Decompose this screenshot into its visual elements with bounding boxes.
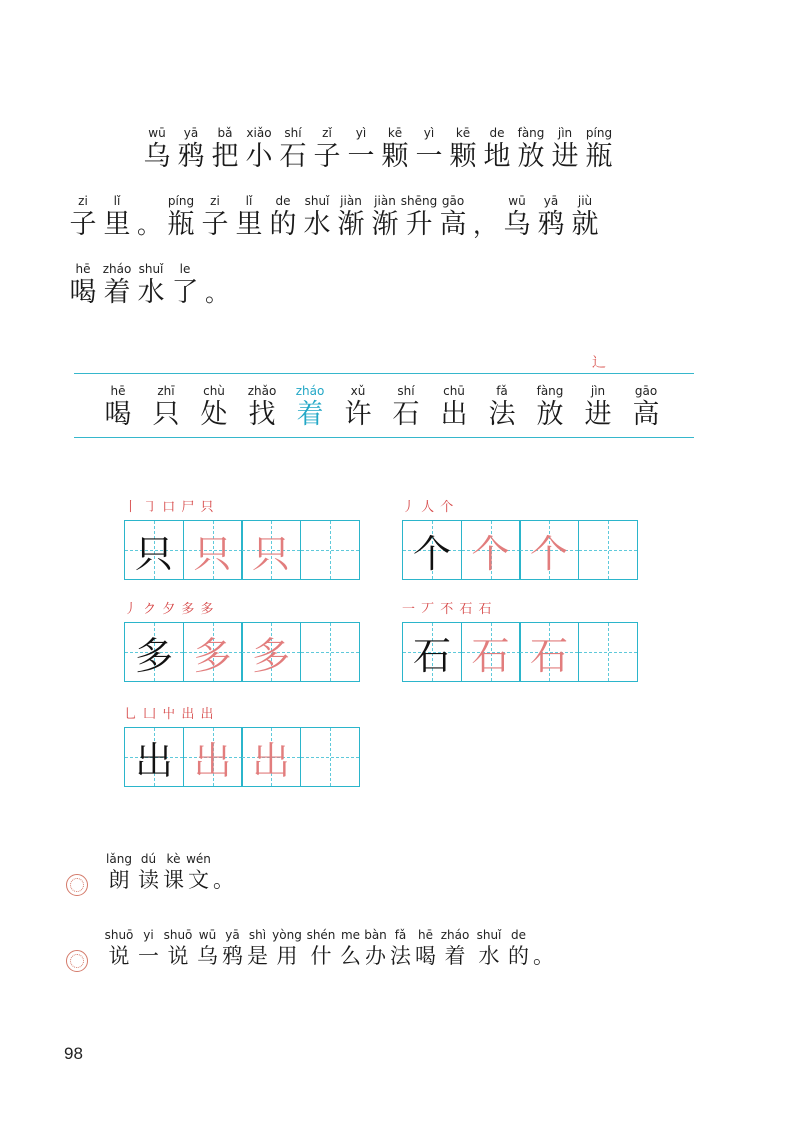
pinyin: yi (143, 928, 154, 942)
writing-grid (124, 727, 358, 787)
ruby-char (310, 126, 344, 174)
pinyin: jìn (590, 384, 606, 398)
stroke-order: 丿 人 个 (402, 500, 455, 515)
ruby-char (286, 384, 334, 432)
ruby-char (66, 262, 100, 310)
punctuation (134, 194, 164, 242)
pinyin: zǐ (322, 126, 332, 140)
story-line-1 (140, 126, 616, 174)
ruby-char (238, 384, 286, 432)
ruby-char (161, 852, 186, 894)
pinyin: kē (387, 126, 403, 140)
vocab-top-rule (74, 373, 694, 374)
hanzi: 子 (201, 209, 229, 240)
ruby-char (622, 384, 670, 432)
ruby-char (164, 194, 198, 242)
ruby-char (568, 194, 602, 242)
pinyin: kè (166, 852, 181, 866)
pinyin: shí (284, 126, 302, 140)
pinyin: hē (418, 928, 433, 942)
hanzi: 乌 (143, 141, 171, 172)
hanzi: 只 (152, 399, 180, 430)
pinyin: wū (508, 194, 526, 208)
ruby-char (211, 852, 236, 894)
pinyin: gāo (441, 194, 465, 208)
hanzi: 颗 (449, 141, 477, 172)
ruby-char (300, 194, 334, 242)
hanzi: 鸦 (177, 141, 205, 172)
hanzi: 是 (247, 944, 268, 968)
practice-char: 石 (412, 633, 451, 678)
hanzi: 找 (248, 399, 276, 430)
hanzi: 高 (632, 399, 660, 430)
ruby-char (168, 262, 202, 310)
hanzi: 着 (444, 944, 466, 968)
story-line-3 (66, 262, 232, 310)
ruby-char (378, 126, 412, 174)
pinyin: dú (140, 852, 157, 866)
hanzi: 把 (211, 141, 239, 172)
pinyin: yā (543, 194, 559, 208)
practice-char: 只 (193, 531, 232, 576)
ruby-char (388, 928, 413, 970)
ruby-char (534, 194, 568, 242)
ruby-char (480, 126, 514, 174)
hanzi: 就 (571, 209, 599, 240)
pinyin: xǔ (350, 384, 366, 398)
pinyin: fàng (517, 126, 545, 140)
pinyin: jiù (577, 194, 593, 208)
pinyin: wū (198, 928, 217, 942)
practice-char: 出 (193, 738, 232, 783)
hanzi: 朗 (108, 868, 130, 892)
trace-char-box (241, 622, 301, 682)
hanzi: 一 (347, 141, 375, 172)
pinyin: shén (306, 928, 336, 942)
pinyin: lǐ (245, 194, 253, 208)
hanzi: 。 (137, 211, 161, 239)
writing-grid (402, 520, 636, 580)
practice-char: 出 (134, 738, 173, 783)
hanzi: 水 (137, 277, 165, 308)
hanzi: 子 (69, 209, 97, 240)
hanzi: 的 (269, 209, 297, 240)
hanzi: 。 (213, 868, 234, 892)
hanzi: 喝 (415, 944, 436, 968)
practice-char: 个 (529, 531, 568, 576)
pinyin: zi (78, 194, 88, 208)
pinyin: yòng (272, 928, 302, 942)
ruby-char (136, 928, 161, 970)
model-char-box (124, 727, 184, 787)
vocab-strip (94, 384, 670, 432)
pinyin: zhǎo (247, 384, 277, 398)
hanzi: 鸦 (537, 209, 565, 240)
ruby-char (526, 384, 574, 432)
page-number: 98 (64, 1044, 83, 1063)
model-char-box (124, 520, 184, 580)
pinyin: fǎ (496, 384, 508, 398)
hanzi: 说 (167, 944, 189, 968)
ruby-char (140, 126, 174, 174)
pinyin: zi (210, 194, 220, 208)
writing-grid (124, 622, 358, 682)
pinyin: wén (186, 852, 211, 866)
empty-practice-box[interactable] (578, 520, 638, 580)
ruby-char (582, 126, 616, 174)
pinyin: chū (443, 384, 465, 398)
empty-practice-box[interactable] (578, 622, 638, 682)
ruby-char (368, 194, 402, 242)
trace-char-box (183, 622, 243, 682)
hanzi: 石 (392, 399, 420, 430)
pinyin: píng (167, 194, 195, 208)
ruby-char (174, 126, 208, 174)
pinyin: bàn (364, 928, 387, 942)
hanzi: 。 (533, 944, 554, 968)
trace-char-box (461, 622, 521, 682)
ruby-char (100, 194, 134, 242)
ruby-char (134, 262, 168, 310)
hanzi: 一 (415, 141, 443, 172)
seal-icon (66, 950, 88, 972)
hanzi: ， (473, 211, 497, 239)
hanzi: 一 (138, 944, 159, 968)
empty-practice-box[interactable] (300, 727, 360, 787)
hanzi: 小 (245, 141, 273, 172)
ruby-char (514, 126, 548, 174)
ruby-char (413, 928, 438, 970)
pinyin: gāo (634, 384, 658, 398)
practice-char: 多 (251, 633, 290, 678)
pinyin: lǎng (106, 852, 132, 866)
hanzi: 乌 (503, 209, 531, 240)
task-text (102, 928, 556, 970)
practice-char: 多 (193, 633, 232, 678)
trace-char-box (183, 727, 243, 787)
pinyin: shuō (163, 928, 193, 942)
punctuation (470, 194, 500, 242)
pinyin: shuǐ (138, 262, 164, 276)
pinyin: hē (110, 384, 126, 398)
ruby-char (161, 928, 195, 970)
pinyin: kē (455, 126, 471, 140)
hanzi: 高 (439, 209, 467, 240)
ruby-char (276, 126, 310, 174)
ruby-char (438, 928, 472, 970)
ruby-char (245, 928, 270, 970)
hanzi: 文 (188, 868, 209, 892)
practice-char: 出 (251, 738, 290, 783)
ruby-char (142, 384, 190, 432)
ruby-char (66, 194, 100, 242)
stroke-order: 丨 ㇆ 口 尸 只 (124, 500, 215, 515)
pinyin: xiǎo (246, 126, 272, 140)
ruby-char (344, 126, 378, 174)
pinyin: wū (148, 126, 166, 140)
pinyin: jìn (557, 126, 573, 140)
practice-char: 多 (134, 633, 173, 678)
hanzi: 瓶 (167, 209, 195, 240)
ruby-char (94, 384, 142, 432)
seal-icon (66, 874, 88, 896)
ruby-char (195, 928, 220, 970)
pinyin: shuǐ (476, 928, 502, 942)
hanzi: 的 (508, 944, 529, 968)
pinyin: shēng (400, 194, 438, 208)
hanzi: 水 (303, 209, 331, 240)
stroke-order: 乚 凵 屮 出 出 (124, 707, 215, 722)
stroke-order: 一 丆 不 石 石 (402, 602, 493, 617)
writing-grid (402, 622, 636, 682)
pinyin: zhī (157, 384, 175, 398)
ruby-char (472, 928, 506, 970)
ruby-char (232, 194, 266, 242)
ruby-char (100, 262, 134, 310)
hanzi: 喝 (104, 399, 132, 430)
pinyin: de (489, 126, 505, 140)
ruby-char (304, 928, 338, 970)
pinyin: shuō (104, 928, 134, 942)
pinyin: hē (75, 262, 91, 276)
hanzi: 进 (584, 399, 612, 430)
ruby-char (500, 194, 534, 242)
model-char-box (402, 622, 462, 682)
ruby-char (136, 852, 161, 894)
empty-practice-box[interactable] (300, 520, 360, 580)
practice-char: 只 (251, 531, 290, 576)
pinyin: yì (423, 126, 435, 140)
hanzi: 鸦 (222, 944, 243, 968)
pinyin: fàng (536, 384, 564, 398)
practice-char: 个 (471, 531, 510, 576)
ruby-char (446, 126, 480, 174)
hanzi: 法 (488, 399, 516, 430)
ruby-char (338, 928, 363, 970)
ruby-char (531, 928, 556, 970)
pinyin: shí (397, 384, 415, 398)
pinyin: yā (225, 928, 240, 942)
ruby-char (220, 928, 245, 970)
trace-char-box (183, 520, 243, 580)
pinyin: de (275, 194, 291, 208)
pinyin: zháo (102, 262, 132, 276)
hanzi: 颗 (381, 141, 409, 172)
hanzi: 出 (440, 399, 468, 430)
hanzi: 水 (478, 944, 500, 968)
ruby-char (363, 928, 388, 970)
hanzi: 办 (365, 944, 386, 968)
hanzi: 么 (340, 944, 361, 968)
trace-char-box (519, 622, 579, 682)
pinyin: le (179, 262, 191, 276)
pinyin: zháo (295, 384, 325, 398)
hanzi: 课 (163, 868, 184, 892)
pinyin: fǎ (394, 928, 407, 942)
hanzi: 读 (138, 868, 159, 892)
hanzi: 喝 (69, 277, 97, 308)
hanzi: 升 (405, 209, 433, 240)
pinyin: jiàn (340, 194, 362, 208)
ruby-char (402, 194, 436, 242)
ruby-char (270, 928, 304, 970)
pinyin: lǐ (113, 194, 121, 208)
hanzi: 着 (296, 399, 324, 430)
hanzi: 乌 (197, 944, 218, 968)
model-char-box (402, 520, 462, 580)
ruby-char (266, 194, 300, 242)
hanzi: 里 (103, 209, 131, 240)
ruby-char (208, 126, 242, 174)
ruby-char (242, 126, 276, 174)
pinyin: yì (355, 126, 367, 140)
ruby-char (102, 928, 136, 970)
trace-char-box (461, 520, 521, 580)
hanzi: 瓶 (585, 141, 613, 172)
hanzi: 说 (108, 944, 130, 968)
hanzi: 进 (551, 141, 579, 172)
practice-char: 石 (471, 633, 510, 678)
ruby-char (574, 384, 622, 432)
hanzi: 着 (103, 277, 131, 308)
hanzi: 处 (200, 399, 228, 430)
hanzi: 渐 (371, 209, 399, 240)
hanzi: 里 (235, 209, 263, 240)
ruby-char (506, 928, 531, 970)
trace-char-box (519, 520, 579, 580)
pinyin: bǎ (217, 126, 233, 140)
empty-practice-box[interactable] (300, 622, 360, 682)
ruby-char (478, 384, 526, 432)
ruby-char (190, 384, 238, 432)
hanzi: 了 (171, 277, 199, 308)
hanzi: 石 (279, 141, 307, 172)
practice-char: 个 (412, 531, 451, 576)
ruby-char (102, 852, 136, 894)
hanzi: 地 (483, 141, 511, 172)
pinyin: me (340, 928, 361, 942)
radical-hint: 辶 (592, 355, 606, 371)
pinyin: zháo (440, 928, 470, 942)
ruby-char (186, 852, 211, 894)
ruby-char (548, 126, 582, 174)
pinyin: chù (203, 384, 225, 398)
writing-grid (124, 520, 358, 580)
ruby-char (430, 384, 478, 432)
pinyin: de (511, 928, 526, 942)
task-text (102, 852, 236, 894)
ruby-char (334, 384, 382, 432)
pinyin: píng (585, 126, 613, 140)
pinyin: shì (248, 928, 267, 942)
hanzi: 。 (205, 279, 229, 307)
vocab-bottom-rule (74, 437, 694, 438)
hanzi: 法 (390, 944, 411, 968)
pinyin: yā (183, 126, 199, 140)
hanzi: 渐 (337, 209, 365, 240)
hanzi: 放 (517, 141, 545, 172)
hanzi: 子 (313, 141, 341, 172)
ruby-char (382, 384, 430, 432)
story-line-2 (66, 194, 602, 242)
hanzi: 许 (344, 399, 372, 430)
ruby-char (198, 194, 232, 242)
punctuation (202, 262, 232, 310)
hanzi: 放 (536, 399, 564, 430)
pinyin: shuǐ (304, 194, 330, 208)
pinyin: jiàn (374, 194, 396, 208)
ruby-char (436, 194, 470, 242)
ruby-char (412, 126, 446, 174)
hanzi: 什 (310, 944, 332, 968)
model-char-box (124, 622, 184, 682)
trace-char-box (241, 520, 301, 580)
trace-char-box (241, 727, 301, 787)
ruby-char (334, 194, 368, 242)
stroke-order: 丿 ク 夕 多 多 (124, 602, 215, 617)
practice-char: 只 (134, 531, 173, 576)
hanzi: 用 (276, 944, 298, 968)
practice-char: 石 (529, 633, 568, 678)
